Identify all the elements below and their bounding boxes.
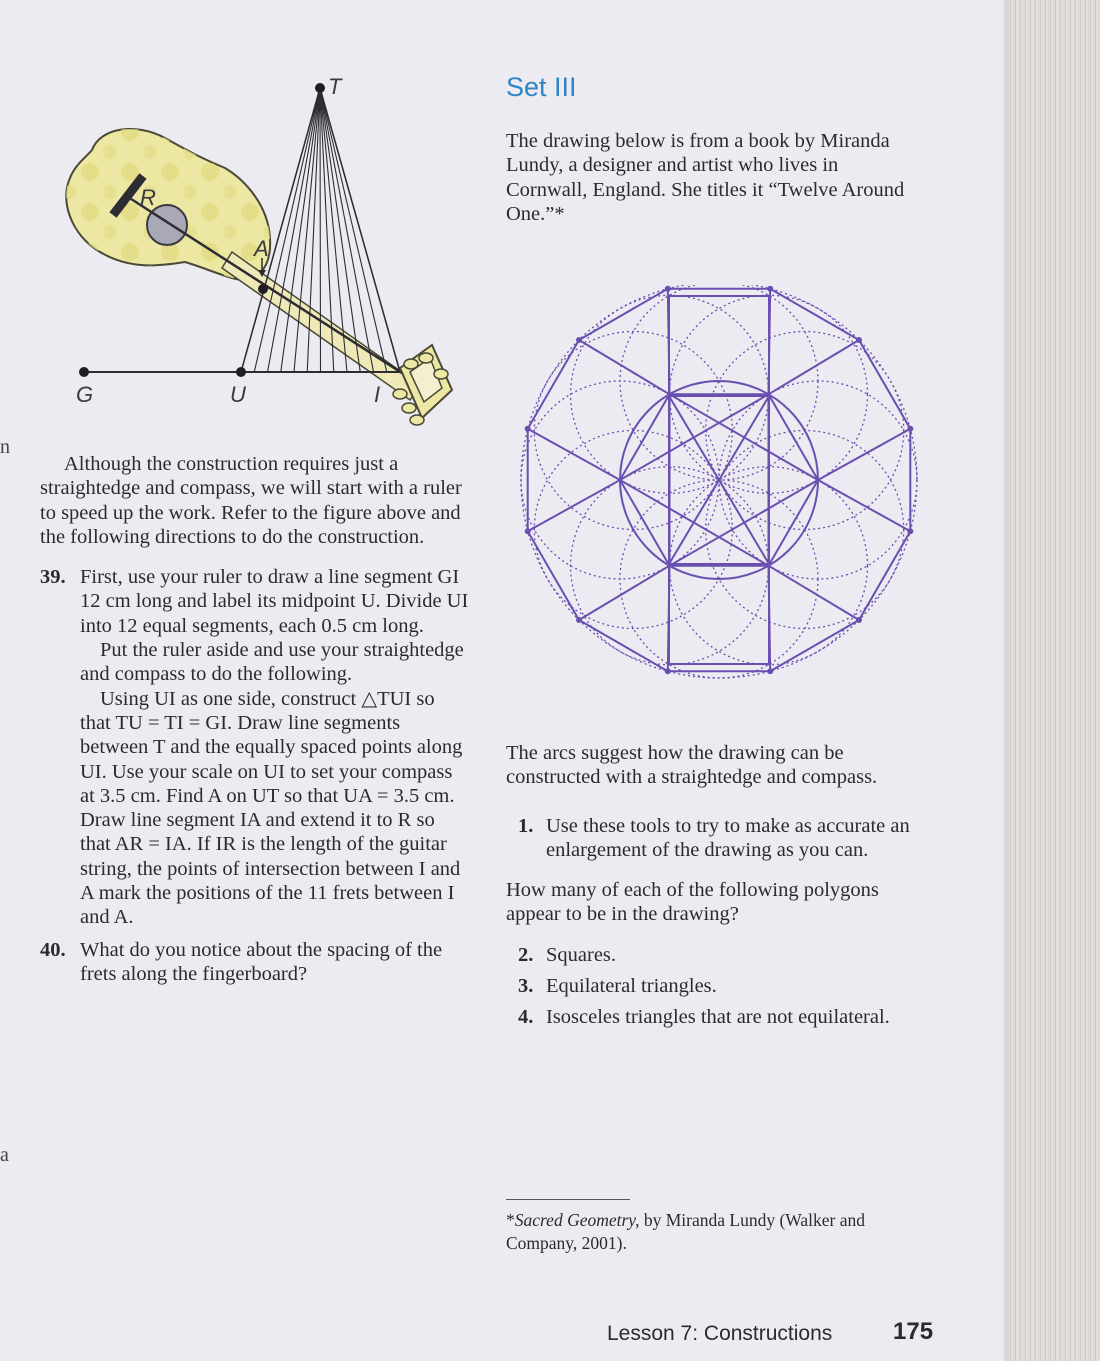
intro-paragraph: Although the construction requires just a straightedge and compass, we will start with a ruler to speed up the work. Refer to the figure above and the following directions to do the construction.	[40, 453, 462, 548]
vertex-point	[525, 426, 531, 432]
connector-line	[528, 480, 620, 531]
margin-letter: a	[0, 1144, 9, 1166]
exercise-paragraph: Put the ruler aside and use your straightedge and compass to do the following.	[80, 639, 464, 686]
exercise-number: 40.	[40, 938, 66, 961]
vertex-point	[767, 668, 773, 674]
exercise-3	[506, 974, 926, 998]
vertex-point	[576, 617, 582, 623]
exercise-paragraph: What do you notice about the spacing of the frets along the fingerboard?	[80, 938, 443, 985]
label-i: I	[374, 382, 381, 407]
exercise-39	[40, 565, 470, 929]
vertex-point	[856, 617, 862, 623]
label-r: R	[140, 185, 156, 210]
footer-lesson-title: Lesson 7: Constructions	[607, 1322, 833, 1345]
connector-line	[579, 566, 670, 620]
fan-line	[320, 88, 321, 372]
connector-line	[769, 566, 860, 620]
exercise-text: Equilateral triangles.	[546, 975, 717, 998]
label-a: A	[254, 236, 269, 261]
vertex-point	[576, 337, 582, 343]
connector-line	[528, 429, 620, 480]
footnote-title: Sacred Geometry,	[514, 1210, 640, 1230]
connector-line	[818, 429, 910, 480]
exercise-1	[506, 814, 926, 863]
point-t	[315, 83, 325, 93]
footnote	[506, 1209, 906, 1255]
point-g	[79, 367, 89, 377]
margin-letter: n	[0, 436, 10, 458]
set-title: Set III	[506, 72, 577, 102]
exercise-number: 2.	[518, 943, 534, 966]
footnote-text: by Miranda Lundy (Walker and Company, 2001).	[506, 1210, 866, 1253]
intro-paragraph: The drawing below is from a book by Miranda Lundy, a designer and artist who lives in Cornwall, England. She titles it “Twelve Around One.”*	[506, 130, 905, 225]
exercise-40	[40, 938, 470, 987]
exercise-text: Use these tools to try to make as accurate an enlargement of the drawing as you can.	[546, 814, 910, 861]
exercise-number: 3.	[518, 975, 534, 998]
footnote-marker: *	[506, 1210, 515, 1230]
page-number: 175	[893, 1318, 934, 1345]
footnote-rule	[506, 1199, 630, 1200]
exercise-number: 4.	[518, 1006, 534, 1029]
label-u: U	[230, 382, 246, 407]
vertex-point	[767, 286, 773, 292]
exercise-number: 1.	[518, 814, 534, 837]
vertex-point	[907, 426, 913, 432]
vertex-point	[856, 337, 862, 343]
point-a	[258, 284, 268, 294]
right-intro	[506, 129, 906, 226]
vertex-point	[907, 528, 913, 534]
twelve-around-one-drawing	[515, 285, 925, 680]
vertex-point	[665, 668, 671, 674]
exercise-paragraph: Using UI as one side, construct △TUI so that TU = TI = GI. Draw line segments between T and the equally spaced points along UI. Use your scale on UI to set your compass at 3.5 cm. Find A on UT so that UA = 3.5 cm. Draw line segment IA and extend it to R so that AR = IA. If IR is the length of the guitar string, the points of intersection between I and A mark the positions of the 11 frets between I and A.	[80, 687, 463, 929]
connector-line	[579, 340, 670, 394]
binding-strip	[1008, 0, 1100, 1361]
arcs-paragraph: The arcs suggest how the drawing can be constructed with a straightedge and compass.	[506, 742, 878, 789]
exercise-4	[506, 1005, 926, 1029]
exercise-2	[506, 943, 926, 967]
vertex-point	[665, 286, 671, 292]
guitar-figure	[30, 70, 490, 440]
right-body	[506, 741, 926, 1030]
point-u	[236, 367, 246, 377]
exercise-text: Isosceles triangles that are not equilateral.	[546, 1006, 890, 1029]
left-column	[40, 452, 470, 986]
star-triangle	[620, 394, 769, 565]
label-g: G	[76, 382, 94, 407]
connector-line	[818, 480, 910, 531]
vertex-point	[525, 528, 531, 534]
exercise-paragraph: First, use your ruler to draw a line segment GI 12 cm long and label its midpoint U. Divide UI into 12 equal segments, each 0.5 cm long.	[80, 566, 469, 637]
connector-line	[769, 340, 860, 394]
label-t: T	[328, 74, 342, 99]
question-paragraph: How many of each of the following polygons appear to be in the drawing?	[506, 879, 879, 926]
exercise-number: 39.	[40, 566, 66, 589]
star-triangle	[670, 394, 819, 565]
page-edge	[1004, 0, 1008, 1361]
guitar-neck	[222, 252, 420, 400]
exercise-text: Squares.	[546, 943, 617, 966]
